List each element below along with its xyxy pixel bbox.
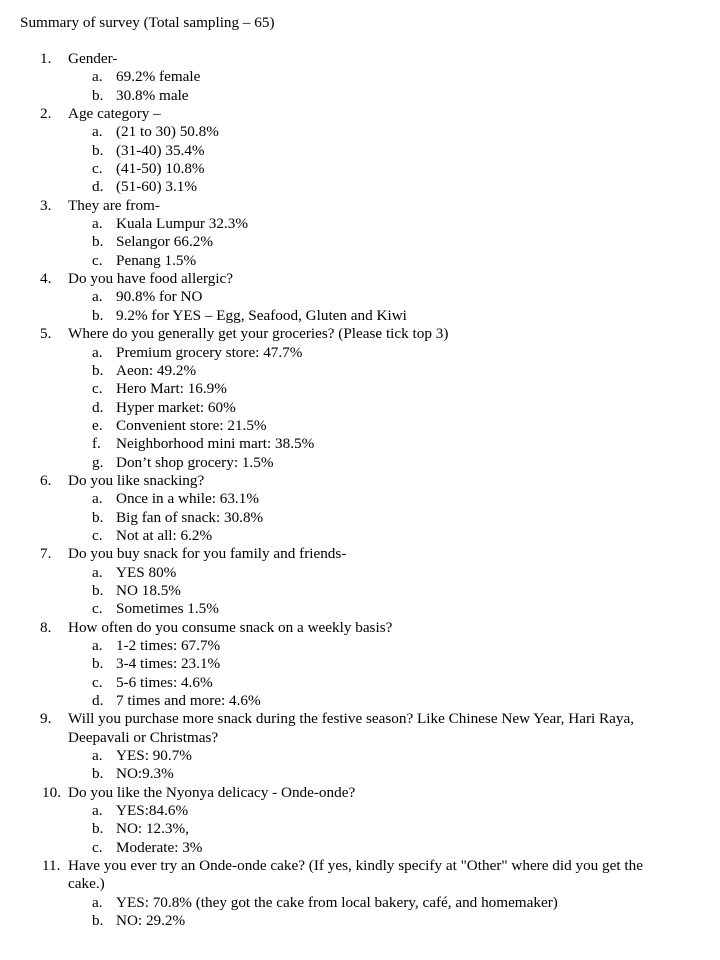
answer-letter: b. (92, 361, 104, 379)
answer-text: Hyper market: 60% (116, 398, 236, 416)
question-number: 5. (40, 325, 52, 343)
answer-letter: b. (92, 765, 104, 783)
survey-question (0, 325, 720, 472)
answer-item (0, 288, 680, 306)
answer-item (0, 692, 680, 710)
question-number: 8. (40, 618, 52, 636)
answer-item (0, 399, 680, 417)
answer-item (0, 252, 680, 270)
answer-letter: b. (92, 655, 104, 673)
question-number: 1. (40, 50, 52, 67)
answer-item (0, 435, 680, 453)
answer-letter: d. (92, 398, 104, 416)
answer-item (0, 417, 680, 435)
answer-text: Sometimes 1.5% (116, 600, 219, 618)
answer-item (0, 215, 680, 233)
answer-item (0, 802, 680, 820)
survey-question (0, 105, 720, 197)
question-text: Age category – (68, 105, 161, 123)
answer-text: Convenient store: 21.5% (116, 416, 267, 434)
answer-list (68, 288, 680, 325)
answer-item (0, 68, 680, 86)
answer-letter: a. (92, 215, 103, 233)
survey-question (0, 50, 720, 105)
answer-letter: c. (92, 600, 103, 618)
answer-text: NO: 12.3%, (116, 820, 189, 838)
answer-list (68, 490, 680, 545)
answer-text: (31-40) 35.4% (116, 141, 205, 159)
question-number: 4. (40, 270, 52, 288)
answer-letter: b. (92, 233, 104, 251)
answer-text: Premium grocery store: 47.7% (116, 343, 303, 361)
answer-letter: a. (92, 637, 103, 654)
answer-item (0, 747, 680, 765)
answer-letter: c. (92, 251, 103, 269)
question-text: Do you buy snack for you family and friends- (68, 545, 347, 563)
question-text: They are from- (68, 196, 160, 214)
answer-text: Selangor 66.2% (116, 233, 214, 251)
answer-item (0, 564, 680, 582)
answer-text: 30.8% male (116, 86, 189, 104)
answer-text: YES: 70.8% (they got the cake from local bakery, café, and homemaker) (116, 893, 558, 911)
question-text: Do you like the Nyonya delicacy - Onde-onde? (68, 783, 356, 801)
answer-letter: a. (92, 490, 103, 508)
answer-list (68, 344, 680, 472)
answer-list (68, 894, 680, 931)
answer-item (0, 600, 680, 618)
answer-letter: a. (92, 123, 103, 141)
answer-list (68, 68, 680, 105)
answer-item (0, 765, 680, 783)
answer-letter: a. (92, 563, 103, 581)
answer-item (0, 380, 680, 398)
answer-item (0, 454, 680, 472)
answer-text: Don’t shop grocery: 1.5% (116, 453, 274, 471)
answer-item (0, 178, 680, 196)
answer-text: (51-60) 3.1% (116, 178, 197, 196)
answer-letter: e. (92, 416, 103, 434)
question-number: 10. (42, 783, 61, 801)
question-number: 6. (40, 471, 52, 489)
answer-text: (21 to 30) 50.8% (116, 123, 219, 141)
answer-item (0, 87, 680, 105)
answer-text: 69.2% female (116, 68, 201, 86)
answer-list (68, 123, 680, 196)
answer-text: (41-50) 10.8% (116, 160, 205, 178)
answer-item (0, 490, 680, 508)
answer-text: NO:9.3% (116, 765, 174, 783)
answer-text: NO: 29.2% (116, 912, 186, 930)
answer-letter: c. (92, 526, 103, 544)
question-text: How often do you consume snack on a weekly basis? (68, 618, 393, 636)
answer-letter: d. (92, 692, 104, 710)
answer-text: YES 80% (116, 563, 177, 581)
answer-item (0, 637, 680, 655)
answer-text: Neighborhood mini mart: 38.5% (116, 435, 315, 453)
answer-item (0, 674, 680, 692)
answer-letter: c. (92, 380, 103, 398)
answer-item (0, 509, 680, 527)
answer-item (0, 582, 680, 600)
answer-letter: b. (92, 912, 104, 930)
answer-item (0, 160, 680, 178)
survey-question (0, 472, 720, 545)
answer-item (0, 344, 680, 362)
answer-letter: c. (92, 838, 103, 856)
survey-question (0, 545, 720, 618)
answer-text: Aeon: 49.2% (116, 361, 197, 379)
answer-text: YES: 90.7% (116, 747, 192, 765)
document-title: Summary of survey (Total sampling – 65) (20, 14, 275, 31)
answer-letter: a. (92, 893, 103, 911)
answer-text: Hero Mart: 16.9% (116, 380, 227, 398)
answer-letter: f. (92, 435, 101, 453)
question-number: 9. (40, 710, 52, 728)
survey-question (0, 710, 720, 783)
answer-letter: b. (92, 86, 104, 104)
answer-text: 90.8% for NO (116, 288, 203, 306)
answer-text: 9.2% for YES – Egg, Seafood, Gluten and Kiwi (116, 306, 407, 324)
survey-question (0, 619, 720, 711)
answer-list (68, 564, 680, 619)
answer-list (68, 215, 680, 270)
answer-item (0, 912, 680, 930)
answer-letter: a. (92, 747, 103, 765)
answer-text: 7 times and more: 4.6% (116, 692, 261, 710)
question-text: Gender- (68, 50, 118, 67)
survey-question (0, 197, 720, 270)
answer-letter: a. (92, 802, 103, 820)
answer-item (0, 123, 680, 141)
question-text: Do you like snacking? (68, 471, 205, 489)
answer-letter: b. (92, 820, 104, 838)
answer-item (0, 527, 680, 545)
answer-letter: a. (92, 288, 103, 306)
answer-text: Big fan of snack: 30.8% (116, 508, 264, 526)
answer-letter: g. (92, 453, 104, 471)
question-text: Where do you generally get your groceries? (Please tick top 3) (68, 325, 449, 343)
question-list (0, 50, 720, 931)
answer-letter: d. (92, 178, 104, 196)
answer-letter: c. (92, 160, 103, 178)
answer-text: 1-2 times: 67.7% (116, 637, 221, 654)
answer-text: Penang 1.5% (116, 251, 197, 269)
answer-item (0, 307, 680, 325)
answer-list (68, 747, 680, 784)
survey-question (0, 784, 720, 857)
answer-text: Once in a while: 63.1% (116, 490, 259, 508)
question-number: 11. (42, 857, 61, 875)
question-number: 2. (40, 105, 52, 123)
answer-text: NO 18.5% (116, 581, 181, 599)
answer-letter: b. (92, 306, 104, 324)
answer-text: Moderate: 3% (116, 838, 203, 856)
answer-letter: b. (92, 581, 104, 599)
question-text: Will you purchase more snack during the festive season? Like Chinese New Year, Hari Raya, Deepavali or Christmas? (68, 710, 635, 746)
answer-list (68, 637, 680, 710)
survey-question (0, 270, 720, 325)
answer-letter: a. (92, 68, 103, 86)
question-text: Have you ever try an Onde-onde cake? (If yes, kindly specify at "Other" where did you get the cake.) (68, 857, 643, 893)
answer-item (0, 894, 680, 912)
answer-letter: c. (92, 673, 103, 691)
answer-text: 3-4 times: 23.1% (116, 655, 221, 673)
answer-letter: a. (92, 343, 103, 361)
answer-text: 5-6 times: 4.6% (116, 673, 213, 691)
answer-item (0, 233, 680, 251)
answer-text: Not at all: 6.2% (116, 526, 213, 544)
answer-item (0, 655, 680, 673)
answer-text: YES:84.6% (116, 802, 189, 820)
survey-question (0, 857, 720, 930)
question-number: 7. (40, 545, 52, 563)
answer-item (0, 820, 680, 838)
answer-list (68, 802, 680, 857)
answer-letter: b. (92, 141, 104, 159)
answer-letter: b. (92, 508, 104, 526)
answer-item (0, 142, 680, 160)
answer-item (0, 362, 680, 380)
answer-text: Kuala Lumpur 32.3% (116, 215, 249, 233)
answer-item (0, 839, 680, 857)
question-text: Do you have food allergic? (68, 270, 234, 288)
question-number: 3. (40, 196, 52, 214)
